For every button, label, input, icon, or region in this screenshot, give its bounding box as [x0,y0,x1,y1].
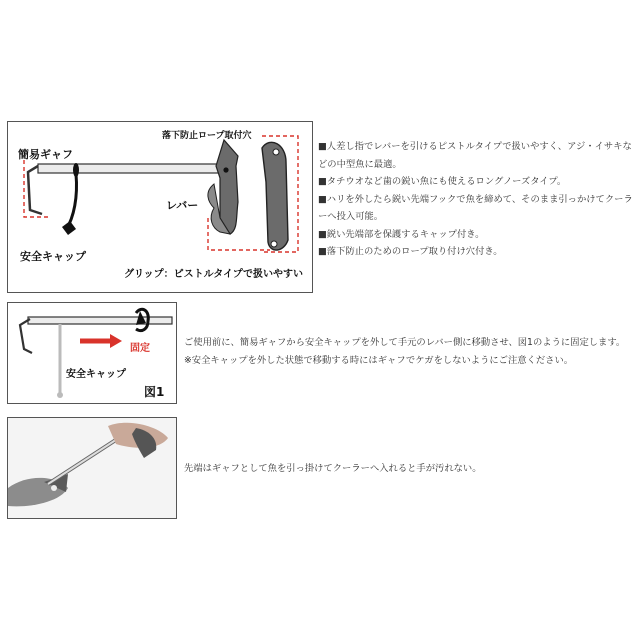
figure1-number: 図1 [144,385,165,399]
usage-note-line2: ※安全キャップを外した状態で移動する時にはギャフでケガをしないようにご注意ください。 [184,355,574,366]
safety-cap-label: 安全キャップ [20,250,86,263]
grip-label: グリップ：ピストルタイプで扱いやすい [124,269,303,280]
feature-item: ■ハリを外したら鋭い先端フックで魚を締めて、そのまま引っかけてクーラーへ投入可能。 [318,193,633,222]
lever-label: レバー [166,199,199,212]
usage-photo-illustration [8,418,176,518]
fixed-label: 固定 [130,343,150,354]
usage-note-line1: ご使用前に、簡易ギャフから安全キャップを外して手元のレバー側に移動させ、図1のように固定します。 [184,337,626,348]
feature-item: ■鋭い先端部を保護するキャップ付き。 [318,228,485,240]
figure1-panel [7,302,177,404]
safety-cap-label-fig1: 安全キャップ [66,369,126,380]
rope-hole-label: 落下防止ロープ取付穴 [162,131,252,141]
feature-item: ■タチウオなど歯の鋭い魚にも使えるロングノーズタイプ。 [318,176,567,187]
tool-diagram-panel [7,121,313,293]
gaff-label: 簡易ギャフ [18,148,73,161]
usage-photo-panel [7,417,177,519]
feature-item: ■人差し指でレバーを引けるピストルタイプで扱いやすく、アジ・イサキなどの中型魚に最適。 [318,141,632,170]
tip-note: 先端はギャフとして魚を引っ掛けてクーラーへ入れると手が汚れない。 [184,463,482,474]
feature-list [318,138,636,261]
feature-item: ■落下防止のためのロープ取り付け穴付き。 [318,246,503,257]
